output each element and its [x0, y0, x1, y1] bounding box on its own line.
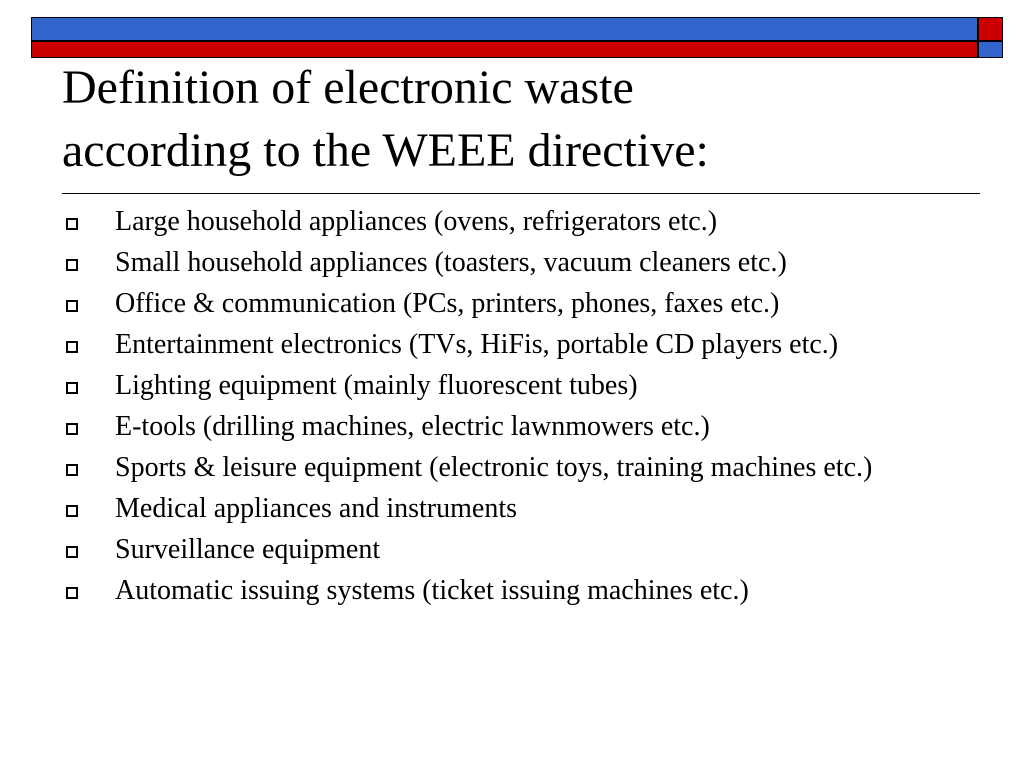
- bullet-item: [0, 492, 1024, 525]
- slide-title-line: Definition of electronic waste: [62, 61, 634, 114]
- square-bullet-icon: [66, 587, 78, 599]
- bullet-text: Medical appliances and instruments: [115, 493, 517, 524]
- square-bullet-icon: [66, 505, 78, 517]
- bullet-text: Lighting equipment (mainly fluorescent tubes): [115, 370, 638, 401]
- bullet-text: Sports & leisure equipment (electronic toys, training machines etc.): [115, 452, 873, 483]
- slide-title: [62, 56, 962, 182]
- square-bullet-icon: [66, 464, 78, 476]
- title-divider: [62, 193, 980, 194]
- bullet-item: [0, 574, 1024, 607]
- square-bullet-icon: [66, 423, 78, 435]
- bullet-item: [0, 205, 1024, 238]
- bullet-item: [0, 246, 1024, 279]
- corner-square-red: [978, 17, 1003, 41]
- header-bar-blue: [31, 17, 978, 41]
- bullet-item: [0, 533, 1024, 566]
- bullet-text: Automatic issuing systems (ticket issuing machines etc.): [115, 575, 749, 606]
- square-bullet-icon: [66, 382, 78, 394]
- square-bullet-icon: [66, 341, 78, 353]
- bullet-item: [0, 328, 1024, 361]
- bullet-text: Small household appliances (toasters, vacuum cleaners etc.): [115, 247, 787, 278]
- square-bullet-icon: [66, 259, 78, 271]
- corner-square-blue: [978, 41, 1003, 58]
- bullet-item: [0, 287, 1024, 320]
- bullet-text: Entertainment electronics (TVs, HiFis, portable CD players etc.): [115, 329, 839, 360]
- square-bullet-icon: [66, 546, 78, 558]
- bullet-list: [0, 205, 1024, 615]
- bullet-item: [0, 410, 1024, 443]
- bullet-item: [0, 451, 1024, 484]
- bullet-text: Large household appliances (ovens, refrigerators etc.): [115, 206, 718, 237]
- bullet-text: Office & communication (PCs, printers, phones, faxes etc.): [115, 288, 780, 319]
- bullet-text: Surveillance equipment: [115, 534, 381, 565]
- square-bullet-icon: [66, 218, 78, 230]
- slide-title-line: according to the WEEE directive:: [62, 124, 709, 177]
- square-bullet-icon: [66, 300, 78, 312]
- bullet-item: [0, 369, 1024, 402]
- bullet-text: E-tools (drilling machines, electric lawnmowers etc.): [115, 411, 710, 442]
